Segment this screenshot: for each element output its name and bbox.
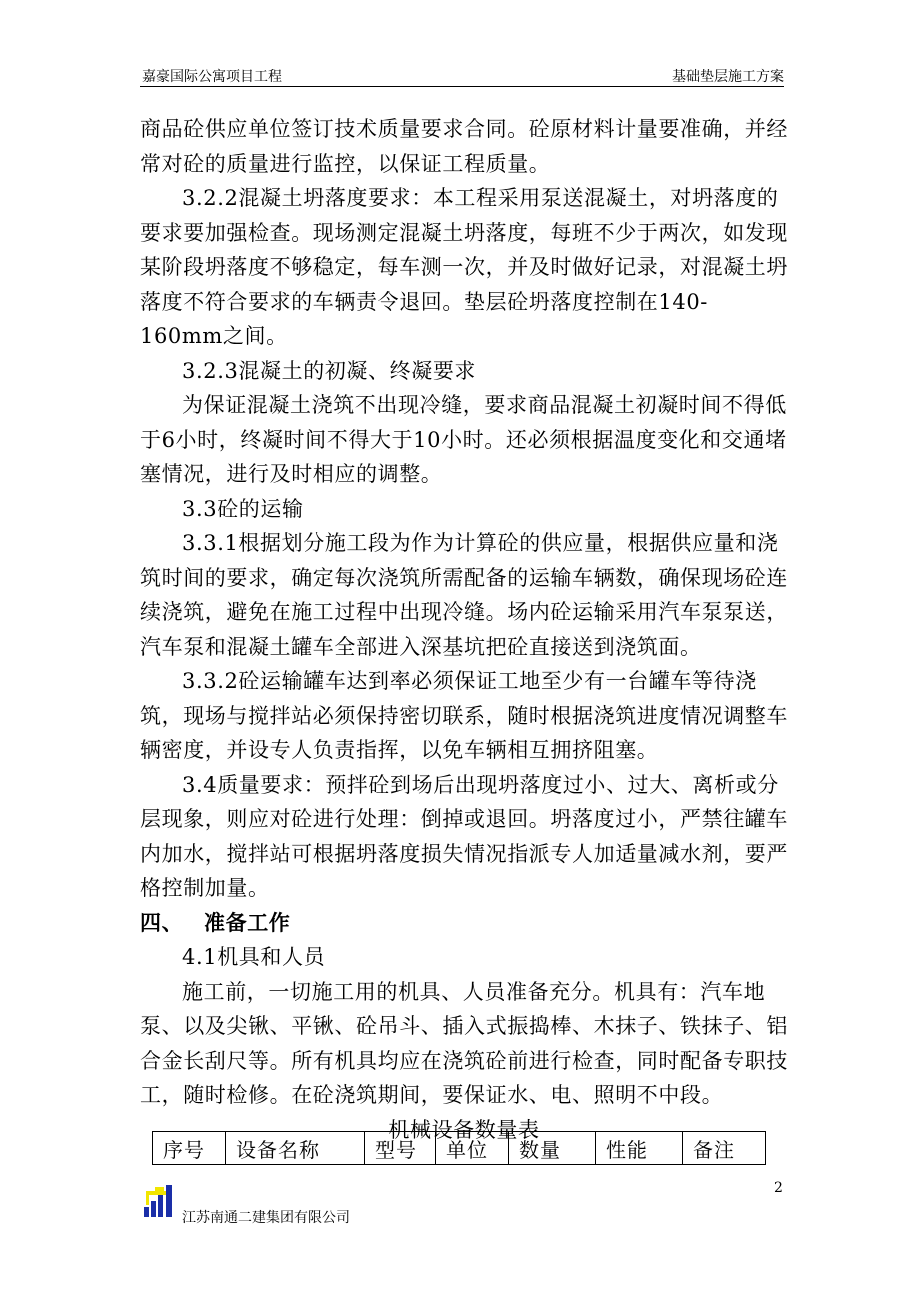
subheading: 3.3砼的运输 — [182, 496, 304, 521]
section-heading — [140, 906, 788, 941]
company-logo-icon — [142, 1183, 184, 1219]
page-number: 2 — [774, 1180, 783, 1196]
table-header-row — [153, 1132, 766, 1165]
table-caption: 机械设备数量表 — [388, 1117, 540, 1142]
header-project-name: 嘉豪国际公寓项目工程 — [142, 69, 282, 85]
paragraph: 3.3.1根据划分施工段为作为计算砼的供应量，根据供应量和浇筑时间的要求，确定每次浇筑所需配备的运输车辆数，确保现场砼连续浇筑，避免在施工过程中出现冷缝。场内砼运输采用汽车泵泵送，汽车泵和混凝土罐车全部进入深基坑把砼直接送到浇筑面。 — [140, 531, 788, 659]
section-number: 四、 — [140, 909, 184, 935]
section-title: 准备工作 — [204, 909, 291, 935]
document-body — [140, 112, 788, 1147]
header-document-title: 基础垫层施工方案 — [672, 69, 784, 85]
equipment-table — [152, 1131, 766, 1165]
footer-company-name: 江苏南通二建集团有限公司 — [182, 1210, 350, 1226]
subheading: 4.1机具和人员 — [182, 945, 326, 969]
table-header-cell: 设备名称 — [226, 1132, 365, 1165]
table-header-cell: 单位 — [436, 1132, 509, 1165]
paragraph: 3.4质量要求：预拌砼到场后出现坍落度过小、过大、离析或分层现象，则应对砼进行处理：倒掉或退回。坍落度过小，严禁往罐车内加水，搅拌站可根据坍落度损失情况指派专人加适量减水剂，要严格控制加量。 — [140, 772, 788, 900]
page-header — [140, 64, 784, 87]
table-header-cell: 备注 — [683, 1132, 766, 1165]
paragraph: 3.3.2砼运输罐车达到率必须保证工地至少有一台罐车等待浇筑，现场与搅拌站必须保持密切联系，随时根据浇筑进度情况调整车辆密度，并设专人负责指挥，以免车辆相互拥挤阻塞。 — [140, 669, 788, 762]
table-header-cell: 性能 — [596, 1132, 683, 1165]
paragraph: 3.2.2混凝土坍落度要求：本工程采用泵送混凝土，对坍落度的要求要加强检查。现场测定混凝土坍落度，每班不少于两次，如发现某阶段坍落度不够稳定，每车测一次，并及时做好记录，对混凝土坍落度不符合要求的车辆责令退回。垫层砼坍落度控制在140-160mm之间。 — [140, 186, 788, 348]
paragraph: 施工前，一切施工用的机具、人员准备充分。机具有：汽车地泵、以及尖锹、平锹、砼吊斗、插入式振捣棒、木抹子、铁抹子、铝合金长刮尺等。所有机具均应在浇筑砼前进行检查，同时配备专职技工，随时检修。在砼浇筑期间，要保证水、电、照明不中段。 — [140, 979, 788, 1107]
table-header-cell: 数量 — [509, 1132, 596, 1165]
table-header-cell: 型号 — [365, 1132, 436, 1165]
table-header-cell: 序号 — [153, 1132, 226, 1165]
paragraph: 商品砼供应单位签订技术质量要求合同。砼原材料计量要准确，并经常对砼的质量进行监控，以保证工程质量。 — [140, 117, 788, 176]
subheading: 3.2.3混凝土的初凝、终凝要求 — [182, 358, 477, 383]
paragraph: 为保证混凝土浇筑不出现冷缝，要求商品混凝土初凝时间不得低于6小时，终凝时间不得大于10小时。还必须根据温度变化和交通堵塞情况，进行及时相应的调整。 — [140, 393, 787, 486]
